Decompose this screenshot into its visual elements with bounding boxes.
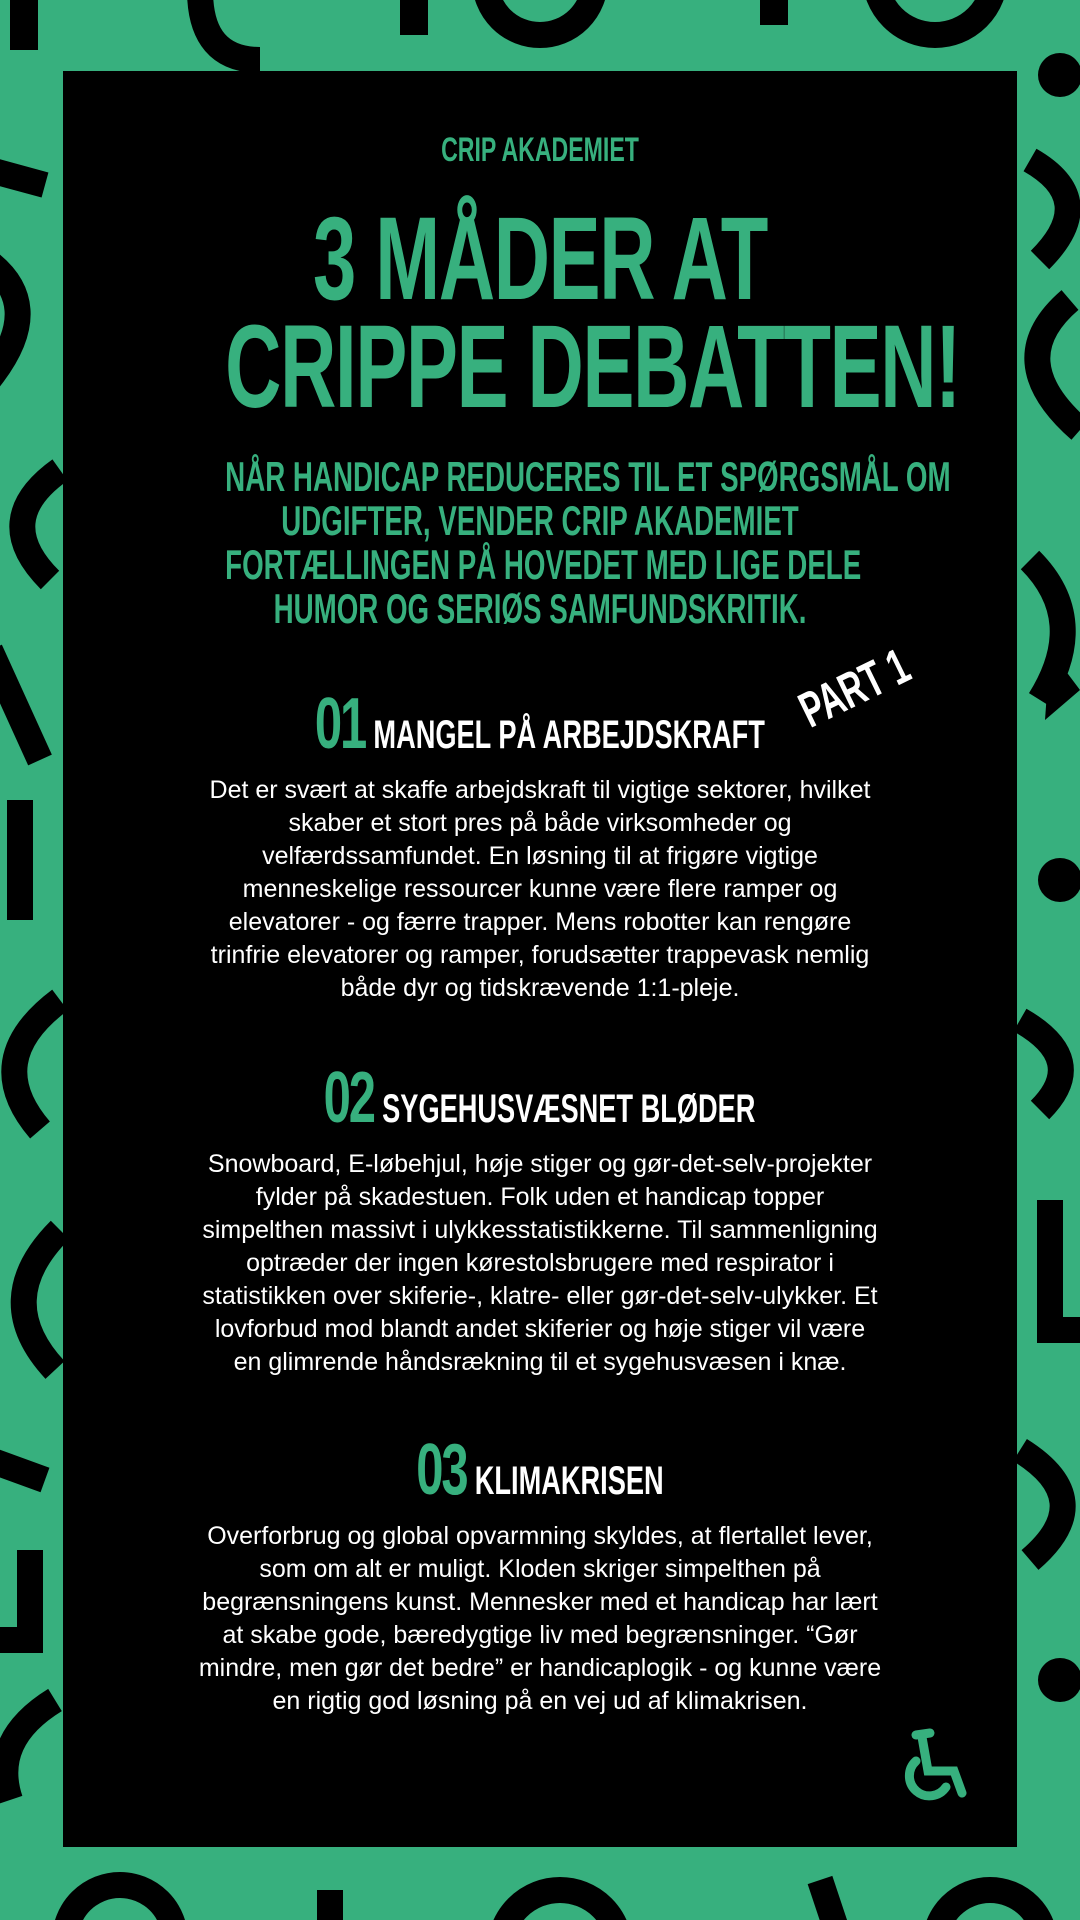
body-line: en glimrende håndsrækning til et sygehusvæsen i knæ. <box>233 1348 847 1376</box>
part-badge: PART 1 <box>790 637 919 739</box>
body-line: Det er svært at skaffe arbejdskraft til vigtige sektorer, hvilket <box>209 776 871 804</box>
section-number: 01 <box>315 684 366 764</box>
body-line: som om alt er muligt. Kloden skriger simpelthen på <box>259 1555 821 1583</box>
headline-line-1: 3 MÅDER AT <box>312 193 768 325</box>
body-line: at skabe gode, bæredygtige liv med begrænsninger. “Gør <box>222 1621 858 1649</box>
section-heading-2 <box>63 1057 1017 1139</box>
body-line: elevatorer - og færre trapper. Mens robotter kan rengøre <box>228 908 852 936</box>
section-body-3 <box>63 1520 1017 1718</box>
body-line: både dyr og tidskrævende 1:1-pleje. <box>340 974 740 1002</box>
body-line: mindre, men gør det bedre” er handicaplogik - og kunne være <box>198 1654 882 1682</box>
headline-line-2: CRIPPE DEBATTEN! <box>225 301 960 433</box>
body-line: trinfrie elevatorer og ramper, forudsætter trappevask nemlig <box>210 941 870 969</box>
content-panel <box>63 71 1017 1847</box>
body-line: begrænsningens kunst. Mennesker med et handicap har lært <box>202 1588 878 1616</box>
section-heading-3 <box>63 1429 1017 1511</box>
wheelchair-icon <box>894 1727 974 1807</box>
subheadline-line-4: HUMOR OG SERIØS SAMFUNDSKRITIK. <box>273 585 807 632</box>
section-number: 03 <box>416 1430 467 1510</box>
body-line: lovforbud mod blandt andet skiferier og høje stiger vil være <box>214 1315 866 1343</box>
body-line: simpelthen massivt i ulykkesstatistikkerne. Til sammenligning <box>202 1216 878 1244</box>
body-line: menneskelige ressourcer kunne være flere ramper og <box>242 875 838 903</box>
section-title: SYGEHUSVÆSNET BLØDER <box>382 1087 756 1131</box>
body-line: Overforbrug og global opvarmning skyldes, at flertallet lever, <box>207 1522 873 1550</box>
body-line: statistikken over skiferie-, klatre- eller gør-det-selv-ulykker. Et <box>202 1282 878 1310</box>
section-heading-1 <box>63 683 1017 765</box>
body-line: skaber et stort pres på både virksomheder og <box>288 809 792 837</box>
section-title: KLIMAKRISEN <box>474 1459 664 1503</box>
subheadline-line-1: NÅR HANDICAP REDUCERES TIL ET SPØRGSMÅL OM <box>225 453 951 500</box>
section-number: 02 <box>324 1058 375 1138</box>
body-line: fylder på skadestuen. Folk uden et handicap topper <box>255 1183 825 1211</box>
body-line: en rigtig god løsning på en vej ud af klimakrisen. <box>272 1687 808 1715</box>
body-line: velfærdssamfundet. En løsning til at frigøre vigtige <box>262 842 818 870</box>
section-body-2 <box>63 1148 1017 1379</box>
section-body-1 <box>63 774 1017 1005</box>
body-line: Snowboard, E-løbehjul, høje stiger og gør-det-selv-projekter <box>207 1150 873 1178</box>
subheadline-line-2: UDGIFTER, VENDER CRIP AKADEMIET <box>281 497 799 544</box>
subheadline-line-3: FORTÆLLINGEN PÅ HOVEDET MED LIGE DELE <box>225 541 862 588</box>
section-title: MANGEL PÅ ARBEJDSKRAFT <box>373 713 765 757</box>
body-line: optræder der ingen kørestolsbrugere med respirator i <box>246 1249 834 1277</box>
brand-name: CRIP AKADEMIET <box>441 131 639 169</box>
